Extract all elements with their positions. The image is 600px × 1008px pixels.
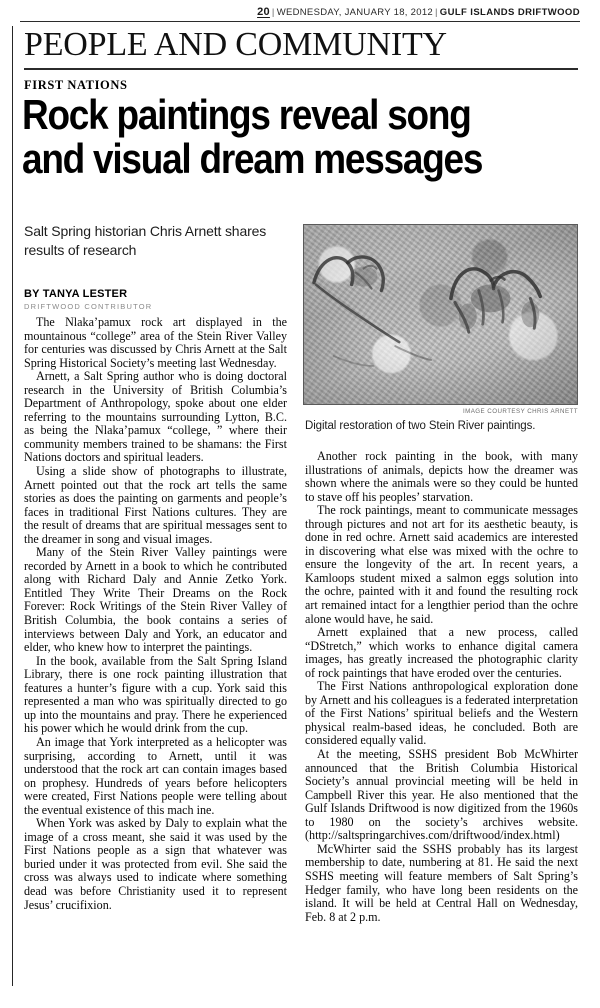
- body-paragraph: An image that York interpreted as a helicopter was surprising, according to Arnett, until it was understood that the rock art can contain images based on prophesy. Hundreds of years before helicopters were created, First Nations people were telling about the eventual existence of this mach ine.: [24, 734, 287, 817]
- photo-credit: IMAGE COURTESY CHRIS ARNETT: [462, 408, 578, 415]
- photo-caption: Digital restoration of two Stein River paintings.: [305, 420, 536, 432]
- byline-role: DRIFTWOOD CONTRIBUTOR: [24, 302, 153, 311]
- article-photo: [303, 224, 578, 405]
- left-margin-rule: [12, 26, 13, 986]
- section-title: PEOPLE AND COMMUNITY: [24, 26, 447, 63]
- body-paragraph: The First Nations anthropological exploration done by Arnett and his colleagues is a federated interpretation of the First Nations’ spiritual beliefs and the Western physical realm-based ideas, he concluded. Both are considered equally valid.: [305, 679, 578, 748]
- body-paragraph: Many of the Stein River Valley paintings were recorded by Arnett in a book to which he contributed along with Richard Daly and Annie Zetko York. Entitled They Write Their Dreams on the Rock Forever: Rock Writings of the Stein River Valley of British Columbia, the book contains a series of interviews between Daly and York, an educator and elder, who knew how to interpret the paintings.: [24, 545, 287, 655]
- section-rule: [24, 68, 578, 70]
- body-paragraph: Arnett explained that a new process, called “DStretch,” which works to enhance digital camera images, has greatly increased the photographic clarity of rock paintings that have eroded over the centuries.: [305, 625, 578, 680]
- publication-name: GULF ISLANDS DRIFTWOOD: [439, 7, 580, 18]
- page-number: 20: [257, 6, 270, 18]
- running-head: [20, 6, 580, 19]
- byline-author: BY TANYA LESTER: [24, 288, 128, 300]
- body-column-left: [24, 316, 287, 912]
- body-paragraph: In the book, available from the Salt Spring Island Library, there is one rock painting illustration that features a hunter’s figure with a cup. York said this represented a man who was spiritually directed to go up into the mountains and pray. There he experienced his power which he would drink from the cup.: [24, 653, 287, 736]
- header-rule: [20, 21, 580, 22]
- article-kicker: FIRST NATIONS: [24, 78, 128, 92]
- body-paragraph: Using a slide show of photographs to illustrate, Arnett pointed out that the rock art tells the same stories as does the painting on garments and people’s faces in traditional First Nations cultures. They are the result of dreams that are spiritual messages sent to the dreamer in song and visual images.: [24, 464, 287, 546]
- body-paragraph: Another rock painting in the book, with many illustrations of animals, depicts how the dreamer was shown where the animals were so they could be hunted to stave off his peoples’ starvation.: [305, 449, 578, 504]
- byline: [24, 288, 152, 312]
- headline-line-1: Rock paintings reveal song: [22, 91, 471, 138]
- issue-date: WEDNESDAY, JANUARY 18, 2012: [276, 7, 433, 18]
- body-column-right: [305, 450, 578, 924]
- body-paragraph: Arnett, a Salt Spring author who is doing doctoral research in the University of British Columbia’s Department of Anthropology, spoke about one elder referring to the mountains surrounding Lytton, B.C. as being the Nlaka’pamux “college, ” where their community members trained to be shamans: the First Nations doctors and spiritual leaders.: [24, 369, 287, 465]
- article-headline: [22, 93, 517, 181]
- body-paragraph: The rock paintings, meant to communicate messages through pictures and not art for its aesthetic beauty, is done in red ochre. Arnett said academics are interested in discovering what else was mixed with the ochre to ensure the longevity of the art. In recent years, a Kamloops student mixed a salmon eggs solution into the ochre, painted with it and found the resulting rock art remained intact for a lengthier period than the ochre alone would have, he said.: [305, 503, 578, 626]
- body-paragraph: When York was asked by Daly to explain what the image of a cross meant, she said it was used by the First Nations people as a sign that whatever was buried under it was protected from evil. She said the cross was always used to indicate where something dead was before Christianity used it to represent Jesus’ crucifixion.: [24, 816, 287, 912]
- running-head-separator-1: |: [271, 7, 275, 18]
- running-head-separator-2: |: [435, 7, 438, 18]
- body-paragraph: McWhirter said the SSHS probably has its largest membership to date, numbering at 81. He said the next SSHS meeting will feature members of Salt Spring’s Hedger family, who have long been residents on the island. It will be held at Central Hall on Wednesday, Feb. 8 at 2 p.m.: [305, 841, 578, 924]
- photo-frame: [303, 224, 578, 405]
- body-paragraph: At the meeting, SSHS president Bob McWhirter announced that the British Columbia Historical Society’s annual provincial meeting will be held in Campbell River this year. He also mentioned that the Gulf Islands Driftwood is now digitized from the 1960s to 1980 on the society’s archives website. (http://saltspringarchives.com/driftwood/index.html): [305, 747, 578, 843]
- article-deck: Salt Spring historian Chris Arnett shares results of research: [24, 223, 267, 258]
- headline-line-2: and visual dream messages: [22, 135, 483, 182]
- body-paragraph: The Nlaka’pamux rock art displayed in the mountainous “college” area of the Stein River Valley for centuries was discussed by Chris Arnett at the Salt Spring Historical Society’s meeting last Wednesday.: [24, 315, 287, 370]
- photo-vignette: [304, 225, 577, 404]
